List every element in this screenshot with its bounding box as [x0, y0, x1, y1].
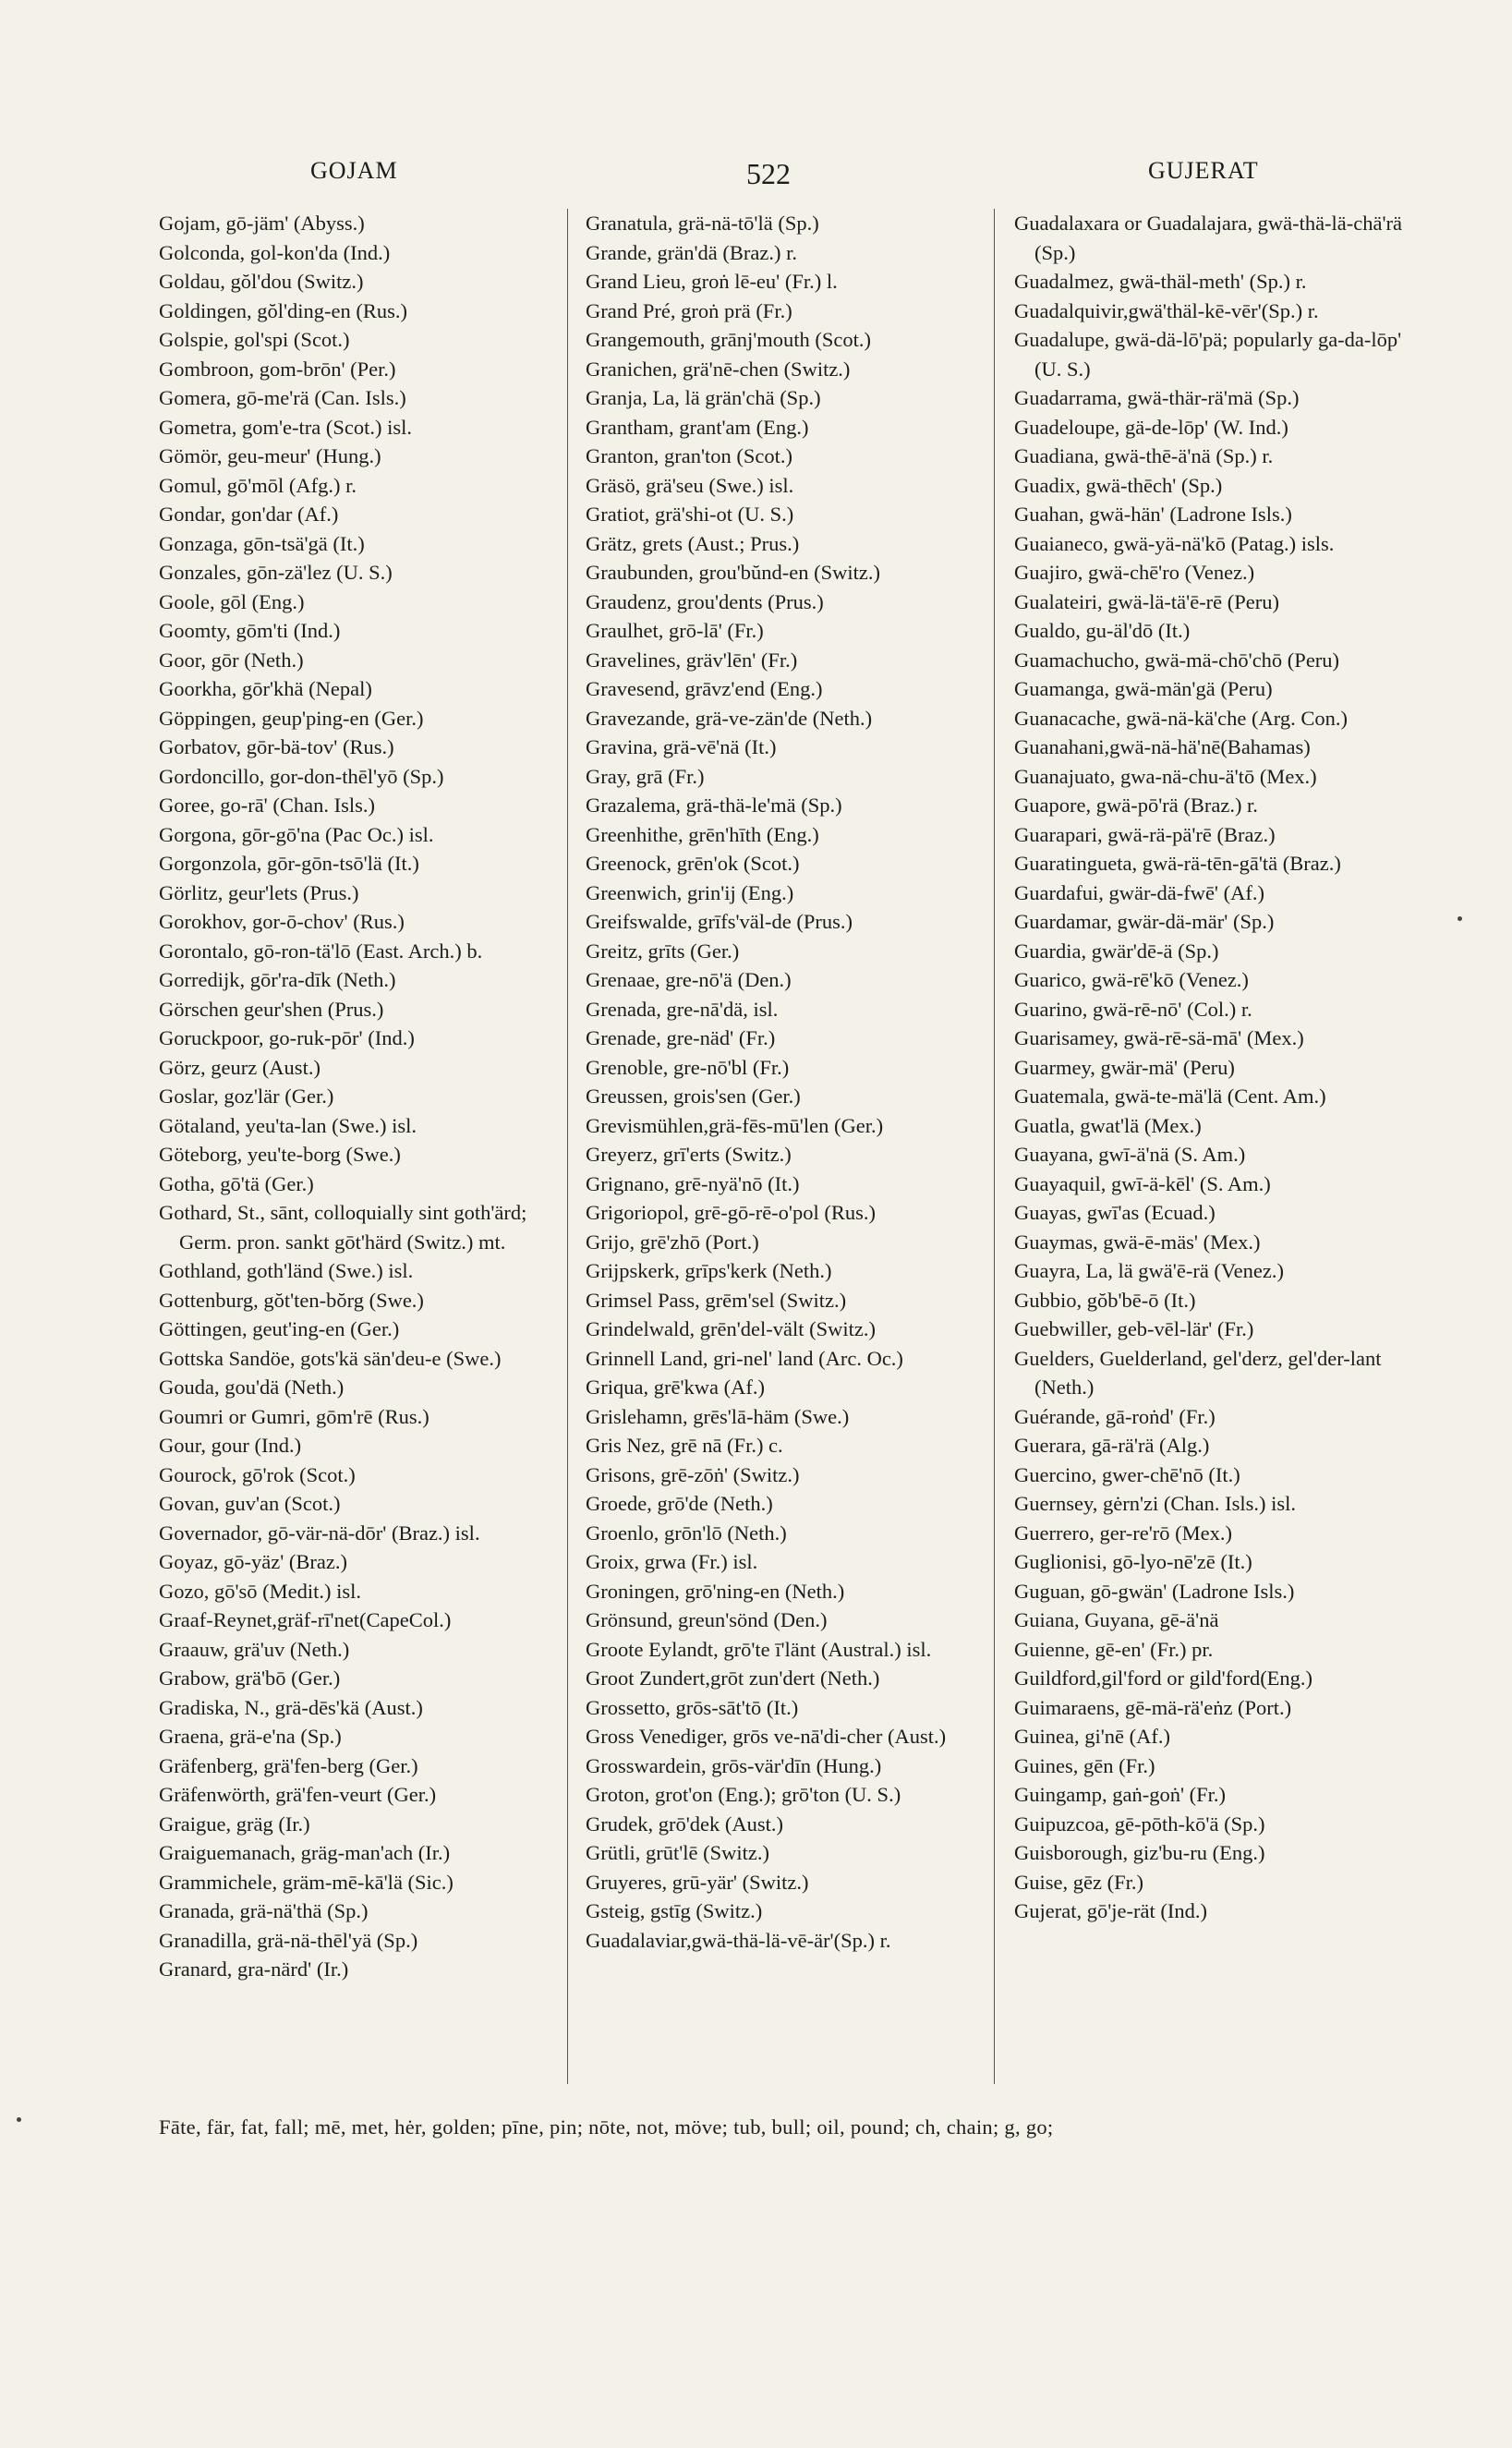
gazetteer-entry: Granadilla, grä-nä-thēl'yä (Sp.) — [159, 1928, 418, 1952]
gazetteer-entry: Gorokhov, gor-ō-chov' (Rus.) — [159, 910, 405, 933]
gazetteer-entry: Groot Zundert,grōt zun'dert (Neth.) — [586, 1666, 880, 1690]
gazetteer-entry: Guaymas, gwä-ē-mäs' (Mex.) — [1014, 1230, 1261, 1254]
header-right-guide-word: GUJERAT — [1148, 157, 1259, 184]
gazetteer-entry: Guebwiller, geb-vēl-lär' (Fr.) — [1014, 1317, 1254, 1340]
gazetteer-entry: Gozo, gō'sō (Medit.) isl. — [159, 1579, 362, 1603]
gazetteer-entry: Guarapari, gwä-rä-pä'rē (Braz.) — [1014, 822, 1276, 846]
gazetteer-entry: Guarisamey, gwä-rē-sä-mā' (Mex.) — [1014, 1026, 1304, 1049]
gazetteer-entry: Goyaz, gō-yäz' (Braz.) — [159, 1550, 347, 1573]
gazetteer-entry: Graigue, gräg (Ir.) — [159, 1812, 310, 1836]
gazetteer-entry: Golconda, gol-kon'da (Ind.) — [159, 240, 391, 264]
gazetteer-entry: Grevismühlen,grä-fēs-mū'len (Ger.) — [586, 1113, 884, 1137]
gazetteer-entry: Grand Pré, groṅ prä (Fr.) — [586, 298, 792, 322]
gazetteer-entry: Griqua, grē'kwa (Af.) — [586, 1375, 765, 1399]
gazetteer-entry: Guernsey, gėrn'zi (Chan. Isls.) isl. — [1014, 1492, 1297, 1515]
gazetteer-entry: Greenwich, grin'ij (Eng.) — [586, 880, 794, 904]
gazetteer-entry: Grenade, gre-näd' (Fr.) — [586, 1026, 776, 1049]
gazetteer-entry: Groton, grot'on (Eng.); grō'ton (U. S.) — [586, 1783, 901, 1806]
gazetteer-entry: Gorredijk, gōr'ra-dīk (Neth.) — [159, 968, 396, 991]
gazetteer-entry: Guerrero, ger-re'rō (Mex.) — [1014, 1521, 1232, 1545]
gazetteer-entry: Goorkha, gōr'khä (Nepal) — [159, 677, 372, 700]
gazetteer-entry: Guerara, gā-rä'rä (Alg.) — [1014, 1434, 1210, 1457]
gazetteer-entry: Goomty, gōm'ti (Ind.) — [159, 619, 341, 642]
gazetteer-entry: Görz, geurz (Aust.) — [159, 1055, 321, 1079]
gazetteer-entry: Gorgona, gōr-gō'na (Pac Oc.) isl. — [159, 822, 434, 846]
gazetteer-entry: Görlitz, geur'lets (Prus.) — [159, 880, 359, 904]
gazetteer-entry: Golspie, gol'spi (Scot.) — [159, 328, 350, 351]
gazetteer-entry: Goldau, gŏl'dou (Switz.) — [159, 270, 364, 293]
gazetteer-entry: Grönsund, greun'sönd (Den.) — [586, 1608, 828, 1631]
gazetteer-entry: Graaf-Reynet,gräf-rī'net(CapeCol.) — [159, 1608, 452, 1631]
gazetteer-entry: Groede, grō'de (Neth.) — [586, 1492, 773, 1515]
gazetteer-entry: Grütli, grūt'lē (Switz.) — [586, 1841, 770, 1864]
gazetteer-entry: Gravesend, grāvz'end (Eng.) — [586, 677, 823, 700]
gazetteer-entry: Guarico, gwä-rē'kō (Venez.) — [1014, 968, 1249, 991]
gazetteer-entry: Granada, grä-nä'thä (Sp.) — [159, 1899, 369, 1922]
gazetteer-entry: Guadiana, gwä-thē-ä'nä (Sp.) r. — [1014, 444, 1274, 467]
gazetteer-entry: Graudenz, grou'dents (Prus.) — [586, 589, 824, 613]
gazetteer-entry: Görschen geur'shen (Prus.) — [159, 997, 384, 1021]
gazetteer-entry: Greenhithe, grēn'hīth (Eng.) — [586, 822, 819, 846]
gazetteer-entry: Guahan, gwä-hän' (Ladrone Isls.) — [1014, 503, 1292, 526]
gazetteer-entry: Gräfenberg, grä'fen-berg (Ger.) — [159, 1753, 418, 1777]
gazetteer-entry: Guienne, gē-en' (Fr.) pr. — [1014, 1637, 1214, 1661]
gazetteer-entry: Guadalaxara or Guadalajara, gwä-thä-lä-chä'rä (Sp.) — [1014, 212, 1403, 264]
gazetteer-entry: Guguan, gō-gwän' (Ladrone Isls.) — [1014, 1579, 1295, 1603]
gazetteer-entry: Guadeloupe, gä-de-lōp' (W. Ind.) — [1014, 415, 1288, 439]
gazetteer-entry: Guamachucho, gwä-mä-chō'chō (Peru) — [1014, 648, 1340, 672]
gazetteer-entry: Granja, La, lä grän'chä (Sp.) — [586, 386, 821, 409]
gazetteer-entry: Gray, grā (Fr.) — [586, 764, 705, 788]
gazetteer-entry: Grislehamn, grēs'lā-häm (Swe.) — [586, 1404, 850, 1428]
gazetteer-entry: Guayana, gwī-ä'nä (S. Am.) — [1014, 1143, 1246, 1166]
gazetteer-entry: Gothard, St., sānt, colloquially sint goth'ärd; Germ. pron. sankt gōt'härd (Switz.) mt. — [159, 1201, 527, 1254]
gazetteer-entry: Guercino, gwer-chē'nō (It.) — [1014, 1462, 1240, 1486]
gazetteer-entry: Graiguemanach, gräg-man'ach (Ir.) — [159, 1841, 451, 1864]
gazetteer-entry: Grossetto, grōs-sāt'tō (It.) — [586, 1695, 799, 1719]
gazetteer-entry: Gometra, gom'e-tra (Scot.) isl. — [159, 415, 412, 439]
gazetteer-entry: Gouda, gou'dä (Neth.) — [159, 1375, 345, 1399]
gazetteer-entry: Grabow, grä'bō (Ger.) — [159, 1666, 341, 1690]
gazetteer-entry: Graauw, grä'uv (Neth.) — [159, 1637, 350, 1661]
gazetteer-entry: Guardia, gwär'dē-ä (Sp.) — [1014, 939, 1219, 963]
column-divider — [567, 209, 568, 2084]
gazetteer-entry: Gubbio, gŏb'bē-ō (It.) — [1014, 1288, 1196, 1312]
header-left-guide-word: GOJAM — [310, 157, 398, 184]
gazetteer-entry: Guatemala, gwä-te-mä'lä (Cent. Am.) — [1014, 1085, 1326, 1108]
gazetteer-entry: Graulhet, grō-lā' (Fr.) — [586, 619, 764, 642]
pronunciation-key-footer: Fāte, fär, fat, fall; mē, met, hėr, golden; pīne, pin; nōte, not, möve; tub, bull; oil, pound; ch, chain; g, go; — [159, 2115, 1054, 2139]
gazetteer-entry: Governador, gō-vär-nä-dōr' (Braz.) isl. — [159, 1521, 480, 1545]
gazetteer-entry: Greitz, grīts (Ger.) — [586, 939, 740, 963]
print-speck — [1458, 916, 1462, 921]
gazetteer-entry: Gradiska, N., grä-dēs'kä (Aust.) — [159, 1695, 423, 1719]
gazetteer-entry: Gotha, gō'tä (Ger.) — [159, 1171, 314, 1195]
gazetteer-entry: Guajiro, gwä-chē'ro (Venez.) — [1014, 561, 1255, 584]
page-number: 522 — [746, 157, 791, 190]
column-1 — [159, 209, 558, 1984]
gazetteer-entry: Guardamar, gwär-dä-mär' (Sp.) — [1014, 910, 1275, 933]
gazetteer-entry: Grenoble, gre-nō'bl (Fr.) — [586, 1055, 790, 1079]
gazetteer-entry: Grosswardein, grōs-vär'dīn (Hung.) — [586, 1753, 882, 1777]
gazetteer-entry: Guadalupe, gwä-dä-lō'pä; popularly ga-da-lōp' (U. S.) — [1014, 328, 1402, 381]
gazetteer-entry: Grätz, grets (Aust.; Prus.) — [586, 531, 800, 555]
gazetteer-entry: Granichen, grä'nē-chen (Switz.) — [586, 357, 851, 381]
gazetteer-entry: Gömör, geu-meur' (Hung.) — [159, 444, 381, 467]
gazetteer-entry: Greifswalde, grīfs'väl-de (Prus.) — [586, 910, 853, 933]
column-2 — [586, 209, 998, 1955]
gazetteer-entry: Gottenburg, gŏt'ten-bŏrg (Swe.) — [159, 1288, 424, 1312]
gazetteer-entry: Grignano, grē-nyä'nō (It.) — [586, 1171, 800, 1195]
gazetteer-entry: Goor, gōr (Neth.) — [159, 648, 304, 672]
gazetteer-entry: Göppingen, geup'ping-en (Ger.) — [159, 706, 424, 730]
gazetteer-entry: Guadalaviar,gwä-thä-lä-vē-är'(Sp.) r. — [586, 1928, 891, 1952]
gazetteer-entry: Grigoriopol, grē-gō-rē-o'pol (Rus.) — [586, 1201, 876, 1224]
gazetteer-entry: Guarmey, gwär-mä' (Peru) — [1014, 1055, 1235, 1079]
gazetteer-entry: Gombroon, gom-brōn' (Per.) — [159, 357, 396, 381]
gazetteer-entry: Guglionisi, gō-lyo-nē'zē (It.) — [1014, 1550, 1252, 1573]
gazetteer-entry: Guapore, gwä-pō'rä (Braz.) r. — [1014, 794, 1258, 817]
column-divider — [994, 209, 995, 2084]
gazetteer-entry: Grenada, gre-nā'dä, isl. — [586, 997, 779, 1021]
gazetteer-entry: Groote Eylandt, grō'te ī'länt (Austral.) isl. — [586, 1637, 932, 1661]
column-3 — [1014, 209, 1421, 1926]
gazetteer-entry: Göttingen, geut'ing-en (Ger.) — [159, 1317, 400, 1340]
gazetteer-entry: Greussen, grois'sen (Ger.) — [586, 1085, 801, 1108]
gazetteer-entry: Guanacache, gwä-nä-kä'che (Arg. Con.) — [1014, 706, 1348, 730]
gazetteer-entry: Gour, gour (Ind.) — [159, 1434, 302, 1457]
gazetteer-entry: Gsteig, gstīg (Switz.) — [586, 1899, 763, 1922]
gazetteer-entry: Granatula, grä-nä-tō'lä (Sp.) — [586, 212, 819, 235]
gazetteer-entry: Greenock, grēn'ok (Scot.) — [586, 852, 800, 875]
gazetteer-entry: Götaland, yeu'ta-lan (Swe.) isl. — [159, 1113, 417, 1137]
gazetteer-entry: Guadarrama, gwä-thär-rä'mä (Sp.) — [1014, 386, 1300, 409]
gazetteer-entry: Guardafui, gwär-dä-fwē' (Af.) — [1014, 880, 1264, 904]
gazetteer-entry: Guayas, gwī'as (Ecuad.) — [1014, 1201, 1216, 1224]
gazetteer-entry: Graena, grä-e'na (Sp.) — [159, 1725, 342, 1748]
gazetteer-entry: Guingamp, gaṅ-goṅ' (Fr.) — [1014, 1783, 1227, 1806]
gazetteer-entry: Guaianeco, gwä-yä-nä'kō (Patag.) isls. — [1014, 531, 1335, 555]
gazetteer-entry: Gottska Sandöe, gots'kä sän'deu-e (Swe.) — [159, 1346, 502, 1370]
gazetteer-entry: Gualateiri, gwä-lä-tä'ē-rē (Peru) — [1014, 589, 1280, 613]
gazetteer-entry: Gratiot, grä'shi-ot (U. S.) — [586, 503, 794, 526]
gazetteer-entry: Gujerat, gō'je-rät (Ind.) — [1014, 1899, 1207, 1922]
gazetteer-entry: Guayra, La, lä gwä'ē-rä (Venez.) — [1014, 1259, 1285, 1282]
gazetteer-entry: Guamanga, gwä-män'gä (Peru) — [1014, 677, 1273, 700]
gazetteer-entry: Guaratingueta, gwä-rä-tēn-gā'tä (Braz.) — [1014, 852, 1341, 875]
gazetteer-entry: Graubunden, grou'bŭnd-en (Switz.) — [586, 561, 880, 584]
gazetteer-entry: Gualdo, gu-äl'dō (It.) — [1014, 619, 1191, 642]
gazetteer-entry: Gonzales, gōn-zä'lez (U. S.) — [159, 561, 393, 584]
gazetteer-entry: Goslar, goz'lär (Ger.) — [159, 1085, 334, 1108]
gazetteer-entry: Guérande, gā-roṅd' (Fr.) — [1014, 1404, 1216, 1428]
gazetteer-entry: Gross Venediger, grōs ve-nā'di-cher (Aust.) — [586, 1725, 947, 1748]
gazetteer-entry: Grazalema, grä-thä-le'mä (Sp.) — [586, 794, 842, 817]
gazetteer-entry: Gravezande, grä-ve-zän'de (Neth.) — [586, 706, 873, 730]
gazetteer-entry: Grijo, grē'zhō (Port.) — [586, 1230, 759, 1254]
gazetteer-entry: Guarino, gwä-rē-nō' (Col.) r. — [1014, 997, 1252, 1021]
gazetteer-entry: Goldingen, gŏl'ding-en (Rus.) — [159, 298, 408, 322]
gazetteer-entry: Gonzaga, gōn-tsä'gä (It.) — [159, 531, 365, 555]
gazetteer-entry: Guipuzcoa, gē-pōth-kō'ä (Sp.) — [1014, 1812, 1265, 1836]
gazetteer-entry: Gojam, gō-jäm' (Abyss.) — [159, 212, 365, 235]
gazetteer-entry: Guadalquivir,gwä'thäl-kē-vēr'(Sp.) r. — [1014, 298, 1319, 322]
gazetteer-entry: Goole, gōl (Eng.) — [159, 589, 305, 613]
gazetteer-entry: Grimsel Pass, grēm'sel (Switz.) — [586, 1288, 847, 1312]
gazetteer-entry: Grammichele, gräm-mē-kā'lä (Sic.) — [159, 1870, 454, 1894]
gazetteer-entry: Gorontalo, gō-ron-tä'lō (East. Arch.) b. — [159, 939, 483, 963]
page-header — [0, 157, 1512, 194]
gazetteer-entry: Gorgonzola, gōr-gōn-tsō'lä (It.) — [159, 852, 419, 875]
gazetteer-entry: Grisons, grē-zōṅ' (Switz.) — [586, 1462, 800, 1486]
gazetteer-entry: Guiana, Guyana, gē-ä'nä — [1014, 1608, 1219, 1631]
gazetteer-entry: Göteborg, yeu'te-borg (Swe.) — [159, 1143, 401, 1166]
gazetteer-entry: Grudek, grō'dek (Aust.) — [586, 1812, 784, 1836]
gazetteer-entry: Gourock, gō'rok (Scot.) — [159, 1462, 356, 1486]
gazetteer-entry: Grangemouth, grānj'mouth (Scot.) — [586, 328, 871, 351]
gazetteer-entry: Guanajuato, gwa-nä-chu-ä'tō (Mex.) — [1014, 764, 1317, 788]
gazetteer-entry: Guadix, gwä-thēch' (Sp.) — [1014, 473, 1223, 497]
gazetteer-entry: Grenaae, gre-nō'ä (Den.) — [586, 968, 792, 991]
gazetteer-entry: Goumri or Gumri, gōm'rē (Rus.) — [159, 1404, 429, 1428]
gazetteer-entry: Guayaquil, gwī-ä-kēl' (S. Am.) — [1014, 1171, 1271, 1195]
gazetteer-entry: Grantham, grant'am (Eng.) — [586, 415, 809, 439]
gazetteer-entry: Greyerz, grī'erts (Switz.) — [586, 1143, 792, 1166]
gazetteer-entry: Guelders, Guelderland, gel'derz, gel'der-lant (Neth.) — [1014, 1346, 1382, 1399]
gazetteer-entry: Gomul, gō'mōl (Afg.) r. — [159, 473, 357, 497]
gazetteer-entry: Goruckpoor, go-ruk-pōr' (Ind.) — [159, 1026, 415, 1049]
gazetteer-entry: Gondar, gon'dar (Af.) — [159, 503, 339, 526]
gazetteer-entry: Gris Nez, grē nā (Fr.) c. — [586, 1434, 783, 1457]
gazetteer-entry: Grand Lieu, groṅ lē-eu' (Fr.) l. — [586, 270, 838, 293]
gazetteer-entry: Guatla, gwat'lä (Mex.) — [1014, 1113, 1202, 1137]
gazetteer-entry: Govan, guv'an (Scot.) — [159, 1492, 341, 1515]
gazetteer-entry: Groningen, grō'ning-en (Neth.) — [586, 1579, 845, 1603]
gazetteer-entry: Grijpskerk, grīps'kerk (Neth.) — [586, 1259, 832, 1282]
gazetteer-entry: Gorbatov, gōr-bä-tov' (Rus.) — [159, 735, 394, 758]
gazetteer-entry: Guisborough, giz'bu-ru (Eng.) — [1014, 1841, 1265, 1864]
gazetteer-entry: Granard, gra-närd' (Ir.) — [159, 1957, 349, 1981]
gazetteer-entry: Gruyeres, grū-yär' (Switz.) — [586, 1870, 809, 1894]
gazetteer-entry: Gordoncillo, gor-don-thēl'yō (Sp.) — [159, 764, 444, 788]
gazetteer-entry: Gräfenwörth, grä'fen-veurt (Ger.) — [159, 1783, 437, 1806]
gazetteer-entry: Gräsö, grä'seu (Swe.) isl. — [586, 473, 794, 497]
gazetteer-entry: Gothland, goth'länd (Swe.) isl. — [159, 1259, 414, 1282]
gazetteer-entry: Guinea, gi'nē (Af.) — [1014, 1725, 1170, 1748]
print-speck — [17, 2117, 21, 2122]
gazetteer-entry: Groix, grwa (Fr.) isl. — [586, 1550, 758, 1573]
gazetteer-entry: Gomera, gō-me'rä (Can. Isls.) — [159, 386, 406, 409]
gazetteer-entry: Goree, go-rā' (Chan. Isls.) — [159, 794, 375, 817]
gazetteer-entry: Guanahani,gwä-nä-hä'nē(Bahamas) — [1014, 735, 1311, 758]
gazetteer-entry: Guadalmez, gwä-thäl-meth' (Sp.) r. — [1014, 270, 1307, 293]
gazetteer-entry: Granton, gran'ton (Scot.) — [586, 444, 793, 467]
gazetteer-entry: Guimaraens, gē-mä-rä'eṅz (Port.) — [1014, 1695, 1292, 1719]
gazetteer-entry: Grande, grän'dä (Braz.) r. — [586, 240, 797, 264]
gazetteer-entry: Guildford,gil'ford or gild'ford(Eng.) — [1014, 1666, 1313, 1690]
gazetteer-entry: Grinnell Land, gri-nel' land (Arc. Oc.) — [586, 1346, 903, 1370]
gazetteer-entry: Gravina, grä-vē'nä (It.) — [586, 735, 777, 758]
gazetteer-entry: Groenlo, grōn'lō (Neth.) — [586, 1521, 787, 1545]
gazetteer-entry: Guise, gēz (Fr.) — [1014, 1870, 1143, 1894]
gazetteer-entry: Gravelines, gräv'lēn' (Fr.) — [586, 648, 798, 672]
gazetteer-entry: Grindelwald, grēn'del-vält (Switz.) — [586, 1317, 876, 1340]
gazetteer-entry: Guines, gēn (Fr.) — [1014, 1753, 1155, 1777]
